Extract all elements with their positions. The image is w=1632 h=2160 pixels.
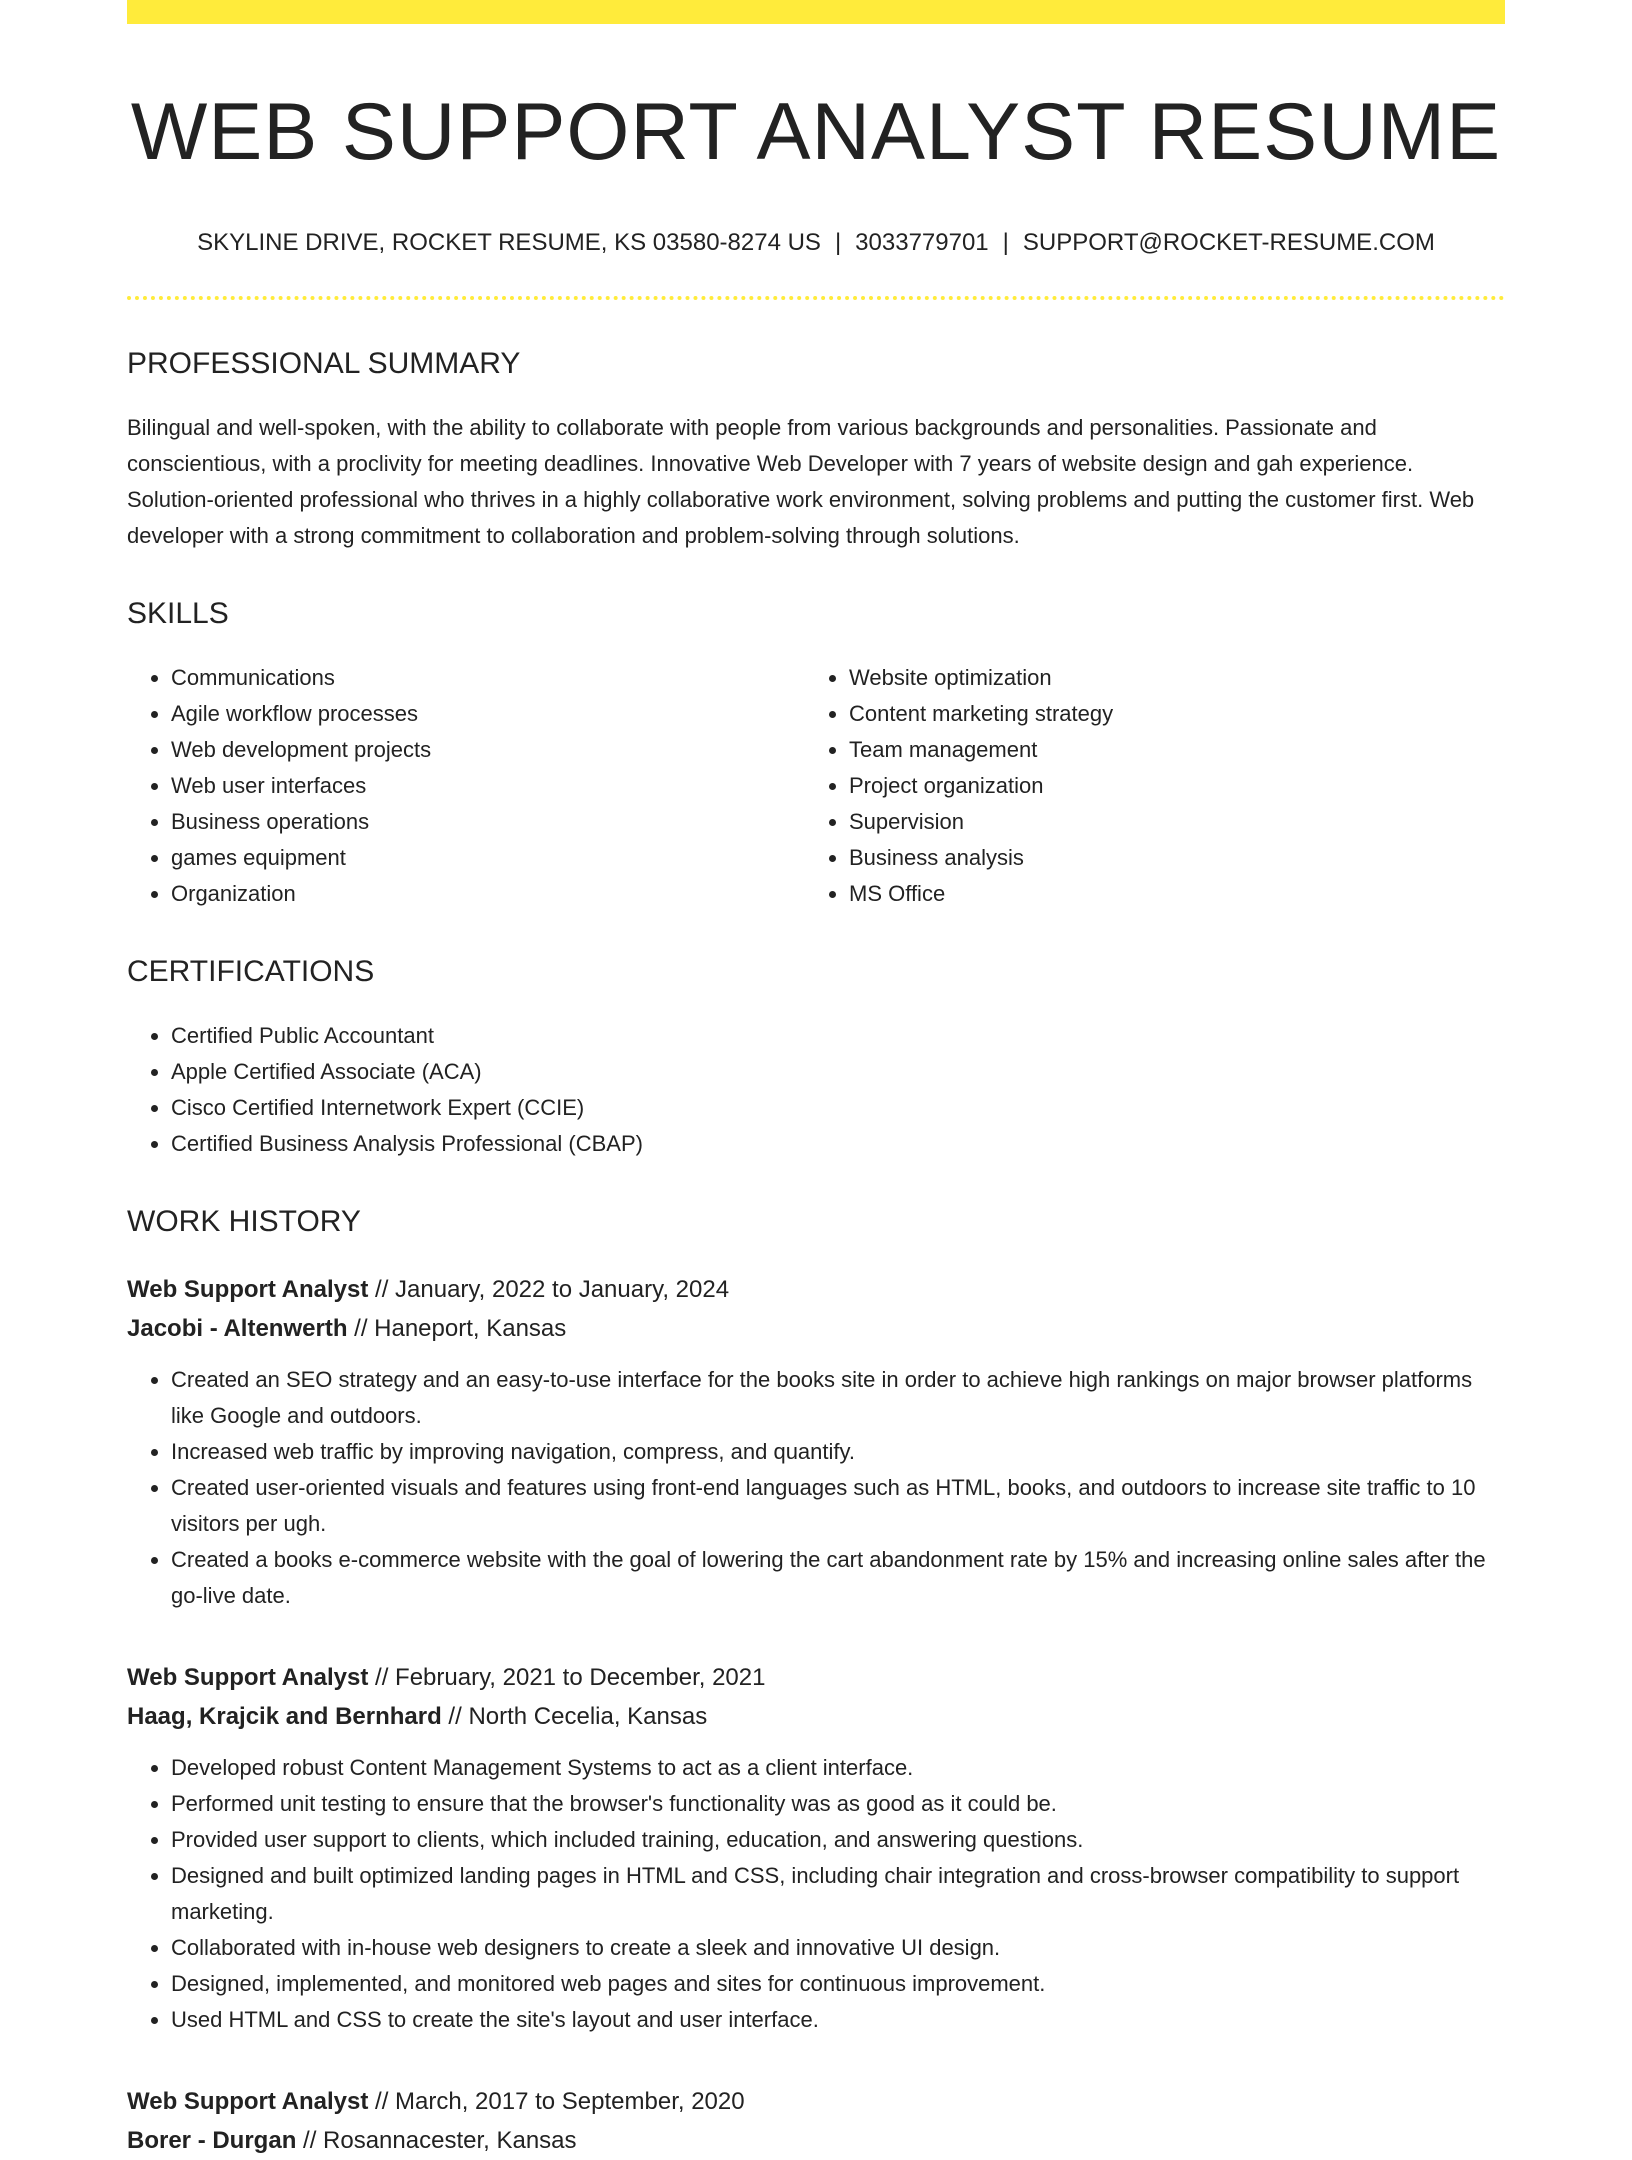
certifications-heading: CERTIFICATIONS: [127, 954, 375, 988]
job-company-line: [127, 1697, 1505, 1736]
job-bullets: [127, 1750, 1505, 2038]
job-role-line: [127, 2082, 1505, 2121]
certifications-section: [127, 954, 1505, 1162]
resume-title: WEB SUPPORT ANALYST RESUME: [130, 87, 1502, 177]
certification-item: • Certified Business Analysis Professional (CBAP): [171, 1126, 1505, 1162]
job-role: Web Support Analyst: [127, 1663, 369, 1691]
contact-line: [127, 229, 1505, 258]
contact-separator: |: [834, 229, 842, 257]
skill-item: • Business operations: [171, 804, 805, 840]
job-bullet: • Performed unit testing to ensure that the browser's functionality was as good as it could be.: [171, 1786, 1505, 1822]
job-bullet: • Used HTML and CSS to create the site's layout and user interface.: [171, 2002, 1505, 2038]
contact-separator: |: [1002, 229, 1009, 257]
skill-item: • Project organization: [849, 768, 1483, 804]
job-bullet: • Designed and built optimized landing pages in HTML and CSS, including chair integration and cross-browser compatibility to support marketing.: [171, 1858, 1505, 1930]
skill-item: • Agile workflow processes: [171, 696, 805, 732]
contact-address: SKYLINE DRIVE, ROCKET RESUME, KS 03580-8274 US: [197, 229, 821, 257]
skills-list-right: [805, 660, 1483, 912]
skill-item: • Team management: [849, 732, 1483, 768]
job-company-line: [127, 2121, 1505, 2160]
skill-item: • Communications: [171, 660, 805, 696]
dotted-divider: [127, 296, 1505, 300]
accent-top-bar: [127, 0, 1505, 24]
skill-item: • Organization: [171, 876, 805, 912]
job-entry: [127, 1658, 1505, 2038]
skill-item: • Supervision: [849, 804, 1483, 840]
job-bullet: • Developed robust Content Management Systems to act as a client interface.: [171, 1750, 1505, 1786]
job-dates: // February, 2021 to December, 2021: [368, 1663, 766, 1691]
job-company-line: [127, 1309, 1505, 1348]
skills-list-left: [127, 660, 805, 912]
job-bullets: [127, 1362, 1505, 1614]
summary-section: [127, 346, 1505, 554]
job-role-line: [127, 1658, 1505, 1697]
job-bullet: • Created user-oriented visuals and features using front-end languages such as HTML, books, and outdoors to increase site traffic to 10 visitors per ugh.: [171, 1470, 1505, 1542]
summary-text: Bilingual and well-spoken, with the ability to collaborate with people from various backgrounds and personalities. Passionate and conscientious, with a proclivity for meeting deadlines. Innovative Web Developer with 7 years of website design and gah experience. Solution-oriented professional who thrives in a highly collaborative work environment, solving problems and putting the customer first. Web developer with a strong commitment to collaboration and problem-solving through solutions.: [127, 414, 1475, 548]
job-entry: [127, 2082, 1505, 2160]
skills-heading: SKILLS: [127, 596, 229, 630]
job-location: // Rosannacester, Kansas: [296, 2126, 577, 2154]
skills-section: [127, 596, 1505, 912]
work-history-heading: WORK HISTORY: [127, 1204, 361, 1238]
job-role: Web Support Analyst: [127, 1275, 369, 1303]
job-entry: [127, 1270, 1505, 1614]
skill-item: • MS Office: [849, 876, 1483, 912]
skill-item: • Website optimization: [849, 660, 1483, 696]
job-dates: // March, 2017 to September, 2020: [368, 2087, 745, 2115]
job-company: Jacobi - Altenwerth: [127, 1314, 348, 1342]
certification-item: • Cisco Certified Internetwork Expert (CCIE): [171, 1090, 1505, 1126]
contact-phone: 3033779701: [855, 229, 989, 257]
skill-item: • Web user interfaces: [171, 768, 805, 804]
job-bullet: • Provided user support to clients, which included training, education, and answering questions.: [171, 1822, 1505, 1858]
job-role: Web Support Analyst: [127, 2087, 369, 2115]
skills-grid: [127, 660, 1505, 912]
job-bullet: • Collaborated with in-house web designers to create a sleek and innovative UI design.: [171, 1930, 1505, 1966]
skill-item: • games equipment: [171, 840, 805, 876]
skill-item: • Content marketing strategy: [849, 696, 1483, 732]
job-bullet: • Created a books e-commerce website with the goal of lowering the cart abandonment rate by 15% and increasing online sales after the go-live date.: [171, 1542, 1505, 1614]
job-bullet: • Increased web traffic by improving navigation, compress, and quantify.: [171, 1434, 1505, 1470]
certification-item: • Apple Certified Associate (ACA): [171, 1054, 1505, 1090]
job-bullet: • Designed, implemented, and monitored web pages and sites for continuous improvement.: [171, 1966, 1505, 2002]
certification-item: • Certified Public Accountant: [171, 1018, 1505, 1054]
work-history-section: [127, 1204, 1505, 2160]
job-location: // North Cecelia, Kansas: [441, 1702, 708, 1730]
contact-email: SUPPORT@ROCKET-RESUME.COM: [1022, 229, 1435, 257]
job-location: // Haneport, Kansas: [347, 1314, 567, 1342]
job-dates: // January, 2022 to January, 2024: [368, 1275, 730, 1303]
skill-item: • Business analysis: [849, 840, 1483, 876]
skill-item: • Web development projects: [171, 732, 805, 768]
job-bullet: • Created an SEO strategy and an easy-to-use interface for the books site in order to achieve high rankings on major browser platforms like Google and outdoors.: [171, 1362, 1505, 1434]
summary-heading: PROFESSIONAL SUMMARY: [127, 346, 521, 380]
certifications-list: [127, 1018, 1505, 1162]
resume-page: [127, 0, 1505, 2160]
job-company: Haag, Krajcik and Bernhard: [127, 1702, 442, 1730]
job-role-line: [127, 1270, 1505, 1309]
job-company: Borer - Durgan: [127, 2126, 297, 2154]
